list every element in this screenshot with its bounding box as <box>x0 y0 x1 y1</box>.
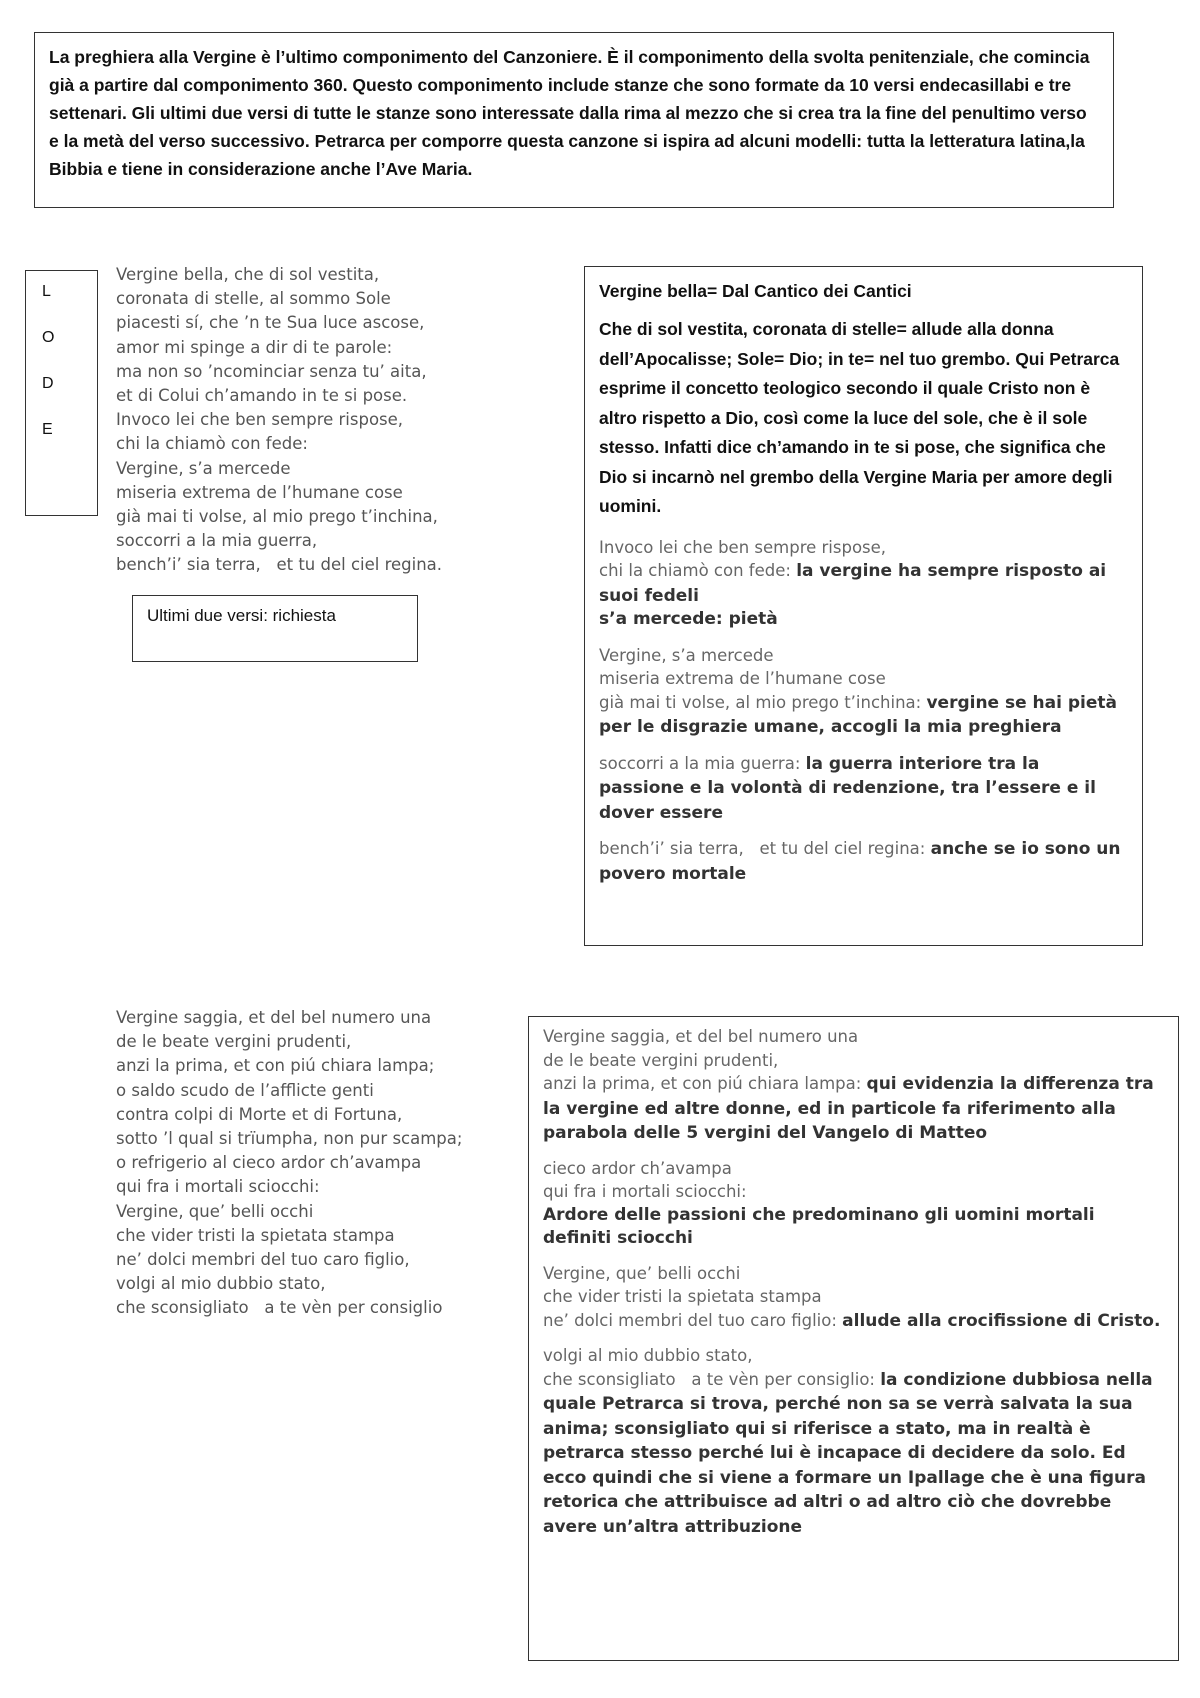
intro-text: La preghiera alla Vergine è l’ultimo componimento del Canzoniere. È il componimento della svolta penitenziale, che comincia già a partire dal componimento 360. Questo componimento include stanze che sono formate da 10 versi endecasillabi e tre settenari. Gli ultimi due versi di tutte le stanze sono interessate dalla rima al mezzo che si crea tra la fine del penultimo verso e la metà del verso successivo. Petrarca per comporre questa canzone si ispira ad alcuni modelli: tutta la letteratura latina,la Bibbia e tiene in considerazione anche l’Ave Maria. <box>49 47 1090 179</box>
explanation: anche se io sono un povero mortale <box>599 839 1121 884</box>
commentary-box-1 <box>584 266 1143 946</box>
commentary-heading: Vergine bella= Dal Cantico dei Cantici <box>599 281 912 301</box>
commentary-paragraph: Che di sol vestita, coronata di stelle= allude alla donna dell’Apocalisse; Sole= Dio; in te= nel tuo grembo. Qui Petrarca esprime il concetto teologico secondo il quale Cristo non è altro rispetto a Dio, così come la luce del sole, che è il sole stesso. Infatti dice ch’amando in te si pose, che significa che Dio si incarnò nel grembo della Vergine Maria per amore degli uomini. <box>599 319 1120 516</box>
verse-quote: bench’i’ sia terra, et tu del ciel regina: <box>599 839 931 858</box>
verse-quote: soccorri a la mia guerra: <box>599 753 806 773</box>
intro-box <box>34 32 1114 208</box>
explanation: s’a mercede: pietà <box>599 609 778 629</box>
lode-letter: E <box>42 421 53 438</box>
verse-line: de le beate vergini prudenti, <box>116 1032 352 1052</box>
note-label: Ultimi due versi: richiesta <box>147 606 336 625</box>
verse-line: volgi al mio dubbio stato, <box>116 1274 326 1294</box>
explanation: allude alla crocifissione di Cristo. <box>842 1310 1161 1331</box>
commentary-block <box>599 752 1128 826</box>
verse-line: che sconsigliato a te vèn per consiglio <box>116 1298 443 1318</box>
verse-line: qui fra i mortali sciocchi: <box>116 1177 320 1197</box>
verse-line: soccorri a la mia guerra, <box>116 531 318 551</box>
verse-line: Vergine, s’a mercede <box>116 458 291 478</box>
commentary-block <box>543 1262 1164 1334</box>
verse-line: contra colpi di Morte et di Fortuna, <box>116 1104 403 1124</box>
verse-line: anzi la prima, et con piú chiara lampa; <box>116 1056 435 1076</box>
verse-line: piacesti sí, che ’n te Sua luce ascose, <box>116 313 425 333</box>
verse-line: o refrigerio al cieco ardor ch’avampa <box>116 1153 422 1173</box>
verse-line: già mai ti volse, al mio prego t’inchina, <box>116 507 438 527</box>
verse-line: chi la chiamò con fede: <box>116 434 308 454</box>
explanation: Ardore delle passioni che predominano gli uomini mortali definiti sciocchi <box>543 1204 1095 1248</box>
explanation: qui evidenzia la differenza tra la vergine ed altre donne, ed in particole fa riferimento alla parabola delle 5 vergini del Vangelo di Matteo <box>543 1074 1154 1143</box>
verse-line: che vider tristi la spietata stampa <box>116 1225 395 1245</box>
lode-box <box>25 270 98 516</box>
stanza-1 <box>116 263 442 578</box>
verse-line: sotto ’l qual si trïumpha, non pur scampa; <box>116 1129 463 1149</box>
verse-quote: volgi al mio dubbio stato, che sconsigliato a te vèn per consiglio: <box>543 1346 875 1389</box>
verse-line: bench’i’ sia terra, et tu del ciel regina. <box>116 555 443 575</box>
explanation: la condizione dubbiosa nella quale Petrarca si trova, perché non sa se verrà salvata la sua anima; sconsigliato qui si riferisce a stato, ma in realtà è petrarca stesso perché lui è incapace di decidere da solo. Ed ecco quindi che si viene a formare un Ipallage che è una figura retorica che attribuisce ad altri o ad altro ciò che dovrebbe avere un’altra attribuzione <box>543 1369 1153 1537</box>
note-box <box>132 595 418 662</box>
verse-quote: Vergine saggia, et del bel numero una de le beate vergini prudenti, anzi la prima, et con piú chiara lampa: <box>543 1027 862 1093</box>
lode-letter: O <box>42 329 55 346</box>
explanation: la guerra interiore tra la passione e la volontà di redenzione, tra l’essere e il dover essere <box>599 753 1096 823</box>
verse-line: ma non so ’ncominciar senza tu’ aita, <box>116 361 427 381</box>
verse-line: Invoco lei che ben sempre rispose, <box>116 410 404 430</box>
commentary-block <box>543 1344 1164 1539</box>
explanation: vergine se hai pietà per le disgrazie umane, accogli la mia preghiera <box>599 692 1118 737</box>
stanza-2 <box>116 1006 462 1321</box>
explanation: la vergine ha sempre risposto ai suoi fedeli <box>599 561 1107 606</box>
lode-letter: L <box>42 283 51 300</box>
commentary-block <box>599 837 1128 886</box>
verse-line: Vergine, que’ belli occhi <box>116 1201 314 1221</box>
verse-quote: Vergine, s’a mercede miseria extrema de l’humane cose già mai ti volse, al mio prego t’inchina: <box>599 645 922 712</box>
verse-line: miseria extrema de l’humane cose <box>116 482 403 502</box>
verse-quote: Vergine, que’ belli occhi che vider tristi la spietata stampa ne’ dolci membri del tuo caro figlio: <box>543 1263 837 1330</box>
lode-letter: D <box>42 375 54 392</box>
verse-line: et di Colui ch’amando in te si pose. <box>116 386 408 406</box>
commentary-block <box>543 1157 1164 1251</box>
verse-line: o saldo scudo de l’afflicte genti <box>116 1080 374 1100</box>
verse-line: ne’ dolci membri del tuo caro figlio, <box>116 1250 410 1270</box>
commentary-block <box>599 536 1128 632</box>
verse-quote: Invoco lei che ben sempre rispose, chi la chiamò con fede: <box>599 537 887 580</box>
commentary-block <box>543 1025 1164 1146</box>
verse-quote: cieco ardor ch’avampa qui fra i mortali sciocchi: <box>543 1158 747 1201</box>
verse-line: Vergine bella, che di sol vestita, <box>116 265 380 284</box>
commentary-block <box>599 644 1128 740</box>
commentary-box-2 <box>528 1016 1179 1661</box>
verse-line: Vergine saggia, et del bel numero una <box>116 1008 432 1027</box>
verse-line: coronata di stelle, al sommo Sole <box>116 289 391 309</box>
verse-line: amor mi spinge a dir di te parole: <box>116 337 393 357</box>
